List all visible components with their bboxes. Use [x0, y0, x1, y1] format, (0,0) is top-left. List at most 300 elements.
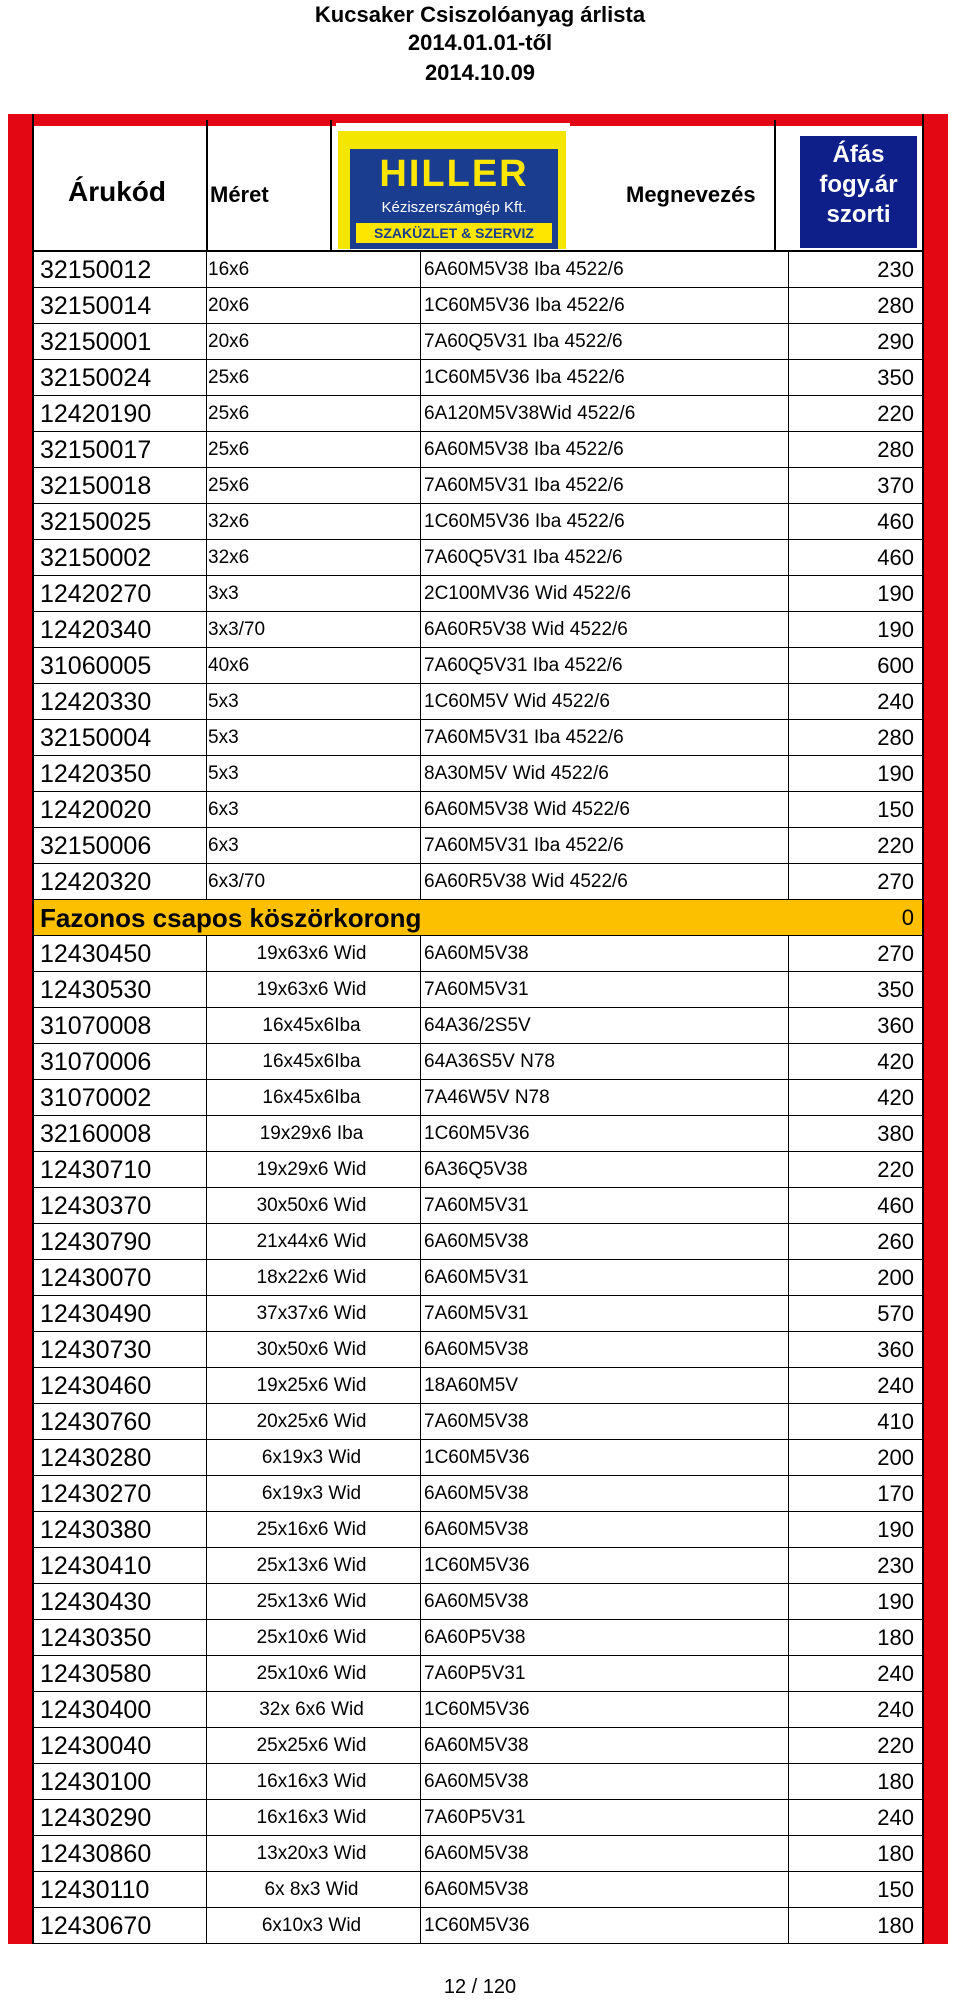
column-divider [788, 1224, 789, 1260]
column-divider [788, 756, 789, 792]
cell-code: 12430400 [40, 1696, 152, 1724]
column-divider [788, 828, 789, 864]
cell-price: 460 [877, 545, 914, 570]
column-divider [420, 1548, 421, 1584]
cell-price: 220 [877, 1157, 914, 1182]
cell-code: 31060005 [40, 652, 152, 680]
column-divider [788, 1512, 789, 1548]
column-divider [420, 1440, 421, 1476]
table-row [34, 720, 922, 756]
doc-date-from: 2014.01.01-től [407, 30, 553, 55]
cell-code: 12430760 [40, 1408, 152, 1436]
cell-price: 280 [877, 725, 914, 750]
cell-size: 5x3 [208, 727, 239, 748]
column-divider [206, 1908, 207, 1944]
cell-price: 230 [877, 257, 914, 282]
table-row [34, 1116, 922, 1152]
col-header-size: Méret [210, 182, 269, 207]
table-row [34, 684, 922, 720]
cell-name: 18A60M5V [424, 1375, 519, 1396]
cell-price: 180 [877, 1769, 914, 1794]
cell-name: 7A60M5V38 [424, 1411, 529, 1432]
cell-price: 190 [877, 617, 914, 642]
column-divider [420, 1764, 421, 1800]
cell-size: 3x3 [208, 583, 239, 604]
column-divider [788, 1656, 789, 1692]
table-row [34, 1188, 922, 1224]
column-divider [206, 468, 207, 504]
column-divider [788, 936, 789, 972]
doc-title: Kucsaker Csiszolóanyag árlista [314, 2, 646, 27]
cell-name: 6A60R5V38 Wid 4522/6 [424, 871, 628, 892]
cell-size: 25x10x6 Wid [256, 1663, 367, 1684]
cell-name: 6A60M5V38 [424, 1879, 529, 1900]
table-row [34, 1080, 922, 1116]
cell-price: 280 [877, 293, 914, 318]
column-divider [788, 1440, 789, 1476]
cell-name: 6A60M5V38 [424, 1771, 529, 1792]
column-divider [206, 504, 207, 540]
column-divider [206, 792, 207, 828]
column-divider [206, 828, 207, 864]
cell-size: 16x16x3 Wid [256, 1771, 367, 1792]
column-divider [420, 1368, 421, 1404]
column-divider [206, 720, 207, 756]
table-row [34, 468, 922, 504]
table-row [34, 1044, 922, 1080]
cell-size: 6x3 [208, 799, 239, 820]
cell-name: 1C60M5V36 [424, 1555, 530, 1576]
column-divider [788, 1872, 789, 1908]
cell-size: 30x50x6 Wid [256, 1195, 367, 1216]
column-divider [206, 1224, 207, 1260]
table-row [34, 864, 922, 900]
table-row [34, 828, 922, 864]
hiller-logo [336, 123, 570, 249]
section-title: Fazonos csapos köszörkorong [40, 903, 422, 933]
cell-name: 6A60M5V38 [424, 1483, 529, 1504]
cell-price: 570 [877, 1301, 914, 1326]
column-divider [420, 1512, 421, 1548]
table-row [34, 1296, 922, 1332]
cell-price: 350 [877, 365, 914, 390]
table-row [34, 1656, 922, 1692]
column-divider [420, 612, 421, 648]
cell-name: 7A60M5V31 [424, 1303, 529, 1324]
column-divider [420, 540, 421, 576]
price-table-body [34, 252, 922, 1944]
cell-size: 6x19x3 Wid [261, 1483, 362, 1504]
cell-name: 6A60M5V31 [424, 1267, 529, 1288]
cell-code: 12430450 [40, 940, 152, 968]
cell-price: 180 [877, 1913, 914, 1938]
cell-size: 5x3 [208, 691, 239, 712]
table-row [34, 972, 922, 1008]
column-divider [206, 252, 207, 288]
column-divider [206, 1476, 207, 1512]
cell-price: 240 [877, 1697, 914, 1722]
column-divider [206, 1008, 207, 1044]
cell-size: 13x20x3 Wid [256, 1843, 367, 1864]
table-row [34, 288, 922, 324]
cell-code: 12430860 [40, 1840, 152, 1868]
cell-code: 12430270 [40, 1480, 152, 1508]
cell-price: 360 [877, 1013, 914, 1038]
cell-code: 12420320 [40, 868, 152, 896]
column-divider [206, 360, 207, 396]
header-divider [330, 120, 332, 252]
cell-code: 12430290 [40, 1804, 152, 1832]
cell-price: 460 [877, 509, 914, 534]
cell-code: 12430040 [40, 1732, 152, 1760]
column-divider [420, 1872, 421, 1908]
cell-code: 31070002 [40, 1084, 152, 1112]
header-divider [774, 120, 776, 252]
cell-name: 6A60M5V38 [424, 943, 529, 964]
price-header-line1: Áfás [832, 141, 885, 168]
cell-price: 270 [877, 869, 914, 894]
header-divider [206, 120, 208, 252]
cell-code: 32150024 [40, 364, 152, 392]
cell-name: 6A60M5V38 [424, 1591, 529, 1612]
cell-code: 12430460 [40, 1372, 152, 1400]
table-row [34, 1908, 922, 1944]
cell-price: 200 [877, 1445, 914, 1470]
cell-code: 12430370 [40, 1192, 152, 1220]
cell-price: 190 [877, 581, 914, 606]
table-row [34, 324, 922, 360]
cell-size: 20x6 [208, 331, 250, 352]
cell-price: 240 [877, 1661, 914, 1686]
logo-subtitle: Kéziszerszámgép Kft. [381, 199, 527, 216]
column-divider [788, 1296, 789, 1332]
table-row [34, 504, 922, 540]
price-header-line3: szorti [826, 201, 891, 228]
column-divider [420, 1404, 421, 1440]
cell-price: 370 [877, 473, 914, 498]
cell-price: 220 [877, 833, 914, 858]
table-row [34, 1692, 922, 1728]
logo-tagline: SZAKÜZLET & SZERVIZ [356, 223, 552, 243]
doc-date: 2014.10.09 [424, 60, 536, 85]
cell-size: 16x45x6Iba [262, 1015, 361, 1036]
column-divider [420, 756, 421, 792]
column-divider [788, 1008, 789, 1044]
table-row [34, 1332, 922, 1368]
cell-name: 7A60M5V31 [424, 979, 529, 1000]
column-divider [206, 1404, 207, 1440]
cell-code: 12430410 [40, 1552, 152, 1580]
section-price: 0 [901, 905, 914, 930]
cell-code: 12430710 [40, 1156, 152, 1184]
table-row [34, 576, 922, 612]
cell-size: 19x63x6 Wid [256, 943, 367, 964]
column-divider [788, 504, 789, 540]
column-divider [420, 1296, 421, 1332]
cell-name: 1C60M5V36 [424, 1123, 530, 1144]
cell-size: 6x19x3 Wid [261, 1447, 362, 1468]
cell-price: 350 [877, 977, 914, 1002]
cell-code: 32150002 [40, 544, 152, 572]
cell-price: 420 [877, 1085, 914, 1110]
cell-name: 6A36Q5V38 [424, 1159, 528, 1180]
cell-code: 12420190 [40, 400, 152, 428]
column-divider [206, 972, 207, 1008]
column-divider [420, 1152, 421, 1188]
column-divider [788, 432, 789, 468]
column-divider [206, 1584, 207, 1620]
table-row [34, 1836, 922, 1872]
column-divider [420, 792, 421, 828]
table-row [34, 1260, 922, 1296]
column-divider [788, 1152, 789, 1188]
cell-price: 190 [877, 761, 914, 786]
column-divider [788, 1044, 789, 1080]
cell-size: 16x45x6Iba [262, 1087, 361, 1108]
cell-price: 380 [877, 1121, 914, 1146]
column-divider [206, 396, 207, 432]
column-divider [788, 612, 789, 648]
column-divider [420, 432, 421, 468]
cell-size: 6x3/70 [208, 871, 266, 892]
cell-code: 31070006 [40, 1048, 152, 1076]
column-divider [420, 936, 421, 972]
cell-price: 410 [877, 1409, 914, 1434]
cell-price: 170 [877, 1481, 914, 1506]
column-divider [206, 1872, 207, 1908]
table-row [34, 432, 922, 468]
cell-size: 19x63x6 Wid [256, 979, 367, 1000]
column-divider [206, 1512, 207, 1548]
column-divider [206, 648, 207, 684]
cell-size: 25x6 [208, 367, 250, 388]
cell-name: 6A60M5V38 [424, 1843, 529, 1864]
cell-size: 16x16x3 Wid [256, 1807, 367, 1828]
page-number: 12 / 120 [443, 1976, 517, 1998]
table-row [34, 1728, 922, 1764]
cell-code: 32150004 [40, 724, 152, 752]
column-divider [206, 288, 207, 324]
column-divider [420, 864, 421, 900]
cell-name: 7A46W5V N78 [424, 1087, 550, 1108]
cell-price: 220 [877, 401, 914, 426]
column-divider [788, 1836, 789, 1872]
column-divider [788, 1728, 789, 1764]
cell-size: 32x6 [208, 547, 250, 568]
column-divider [206, 684, 207, 720]
cell-price: 190 [877, 1589, 914, 1614]
cell-name: 6A60M5V38 [424, 1735, 529, 1756]
column-divider [788, 468, 789, 504]
cell-name: 1C60M5V36 Iba 4522/6 [424, 367, 625, 388]
column-divider [420, 1476, 421, 1512]
cell-price: 240 [877, 1373, 914, 1398]
cell-size: 6x3 [208, 835, 239, 856]
column-divider [420, 288, 421, 324]
cell-size: 30x50x6 Wid [256, 1339, 367, 1360]
column-divider [788, 1188, 789, 1224]
column-divider [788, 360, 789, 396]
cell-code: 12430100 [40, 1768, 152, 1796]
cell-code: 12430580 [40, 1660, 152, 1688]
logo-blue-panel [350, 149, 558, 249]
cell-code: 32150001 [40, 328, 152, 356]
column-divider [206, 576, 207, 612]
cell-code: 12430490 [40, 1300, 152, 1328]
cell-code: 32150014 [40, 292, 152, 320]
column-divider [420, 1116, 421, 1152]
table-row [34, 1476, 922, 1512]
column-divider [420, 1080, 421, 1116]
cell-name: 6A60P5V38 [424, 1627, 526, 1648]
cell-size: 6x10x3 Wid [261, 1915, 362, 1936]
column-divider [420, 1836, 421, 1872]
cell-size: 16x45x6Iba [262, 1051, 361, 1072]
cell-price: 150 [877, 1877, 914, 1902]
column-divider [788, 288, 789, 324]
table-row [34, 252, 922, 288]
cell-name: 64A36/2S5V [424, 1015, 531, 1036]
cell-code: 12420350 [40, 760, 152, 788]
cell-name: 1C60M5V36 Iba 4522/6 [424, 511, 625, 532]
cell-code: 12430430 [40, 1588, 152, 1616]
cell-code: 12430530 [40, 976, 152, 1004]
column-divider [788, 540, 789, 576]
cell-name: 7A60Q5V31 Iba 4522/6 [424, 331, 623, 352]
column-divider [788, 720, 789, 756]
cell-code: 32150017 [40, 436, 152, 464]
cell-code: 32150012 [40, 256, 152, 284]
column-divider [788, 972, 789, 1008]
column-divider [206, 432, 207, 468]
column-divider [206, 612, 207, 648]
column-divider [420, 684, 421, 720]
table-row [34, 1224, 922, 1260]
column-divider [206, 1044, 207, 1080]
column-divider [206, 1152, 207, 1188]
cell-name: 7A60P5V31 [424, 1807, 526, 1828]
column-divider [788, 1080, 789, 1116]
table-row [34, 1368, 922, 1404]
column-divider [206, 756, 207, 792]
cell-price: 150 [877, 797, 914, 822]
cell-name: 6A120M5V38Wid 4522/6 [424, 403, 636, 424]
cell-name: 2C100MV36 Wid 4522/6 [424, 583, 632, 604]
column-divider [420, 360, 421, 396]
column-divider [206, 864, 207, 900]
cell-code: 12430110 [40, 1876, 150, 1904]
cell-size: 25x10x6 Wid [256, 1627, 367, 1648]
column-divider [206, 1692, 207, 1728]
column-divider [206, 540, 207, 576]
column-divider [788, 1332, 789, 1368]
column-divider [420, 1224, 421, 1260]
table-row [34, 936, 922, 972]
cell-price: 270 [877, 941, 914, 966]
cell-size: 5x3 [208, 763, 239, 784]
cell-name: 7A60Q5V31 Iba 4522/6 [424, 547, 623, 568]
cell-code: 31070008 [40, 1012, 152, 1040]
column-divider [420, 1584, 421, 1620]
table-row [34, 360, 922, 396]
cell-code: 32160008 [40, 1120, 152, 1148]
column-divider [420, 324, 421, 360]
cell-price: 190 [877, 1517, 914, 1542]
cell-name: 1C60M5V36 [424, 1915, 530, 1936]
column-divider [420, 720, 421, 756]
column-divider [420, 828, 421, 864]
cell-code: 12420340 [40, 616, 152, 644]
cell-code: 12430670 [40, 1912, 152, 1940]
column-divider [788, 576, 789, 612]
column-divider [788, 396, 789, 432]
col-header-price [800, 136, 917, 248]
column-divider [788, 648, 789, 684]
section-row [34, 900, 922, 936]
cell-name: 6A60M5V38 Wid 4522/6 [424, 799, 630, 820]
cell-name: 8A30M5V Wid 4522/6 [424, 763, 609, 784]
column-divider [788, 1620, 789, 1656]
column-divider [206, 324, 207, 360]
cell-price: 290 [877, 329, 914, 354]
cell-size: 20x6 [208, 295, 250, 316]
column-divider [788, 1116, 789, 1152]
column-divider [788, 1548, 789, 1584]
table-row [34, 1764, 922, 1800]
col-header-name: Megnevezés [626, 182, 756, 207]
column-divider [788, 1800, 789, 1836]
cell-size: 25x6 [208, 439, 250, 460]
column-divider [420, 1656, 421, 1692]
cell-name: 64A36S5V N78 [424, 1051, 555, 1072]
cell-code: 12430070 [40, 1264, 152, 1292]
cell-code: 32150018 [40, 472, 152, 500]
table-row [34, 1440, 922, 1476]
cell-size: 25x13x6 Wid [256, 1591, 367, 1612]
column-divider [206, 1260, 207, 1296]
table-row [34, 1152, 922, 1188]
column-divider [420, 576, 421, 612]
table-row [34, 1872, 922, 1908]
column-divider [788, 1404, 789, 1440]
column-divider [206, 1440, 207, 1476]
cell-size: 32x 6x6 Wid [259, 1699, 364, 1720]
cell-code: 12430380 [40, 1516, 152, 1544]
table-row [34, 648, 922, 684]
cell-name: 6A60M5V38 Iba 4522/6 [424, 259, 624, 280]
cell-name: 7A60Q5V31 Iba 4522/6 [424, 655, 623, 676]
column-divider [420, 1800, 421, 1836]
cell-size: 40x6 [208, 655, 250, 676]
cell-price: 600 [877, 653, 914, 678]
column-divider [420, 1692, 421, 1728]
column-divider [420, 648, 421, 684]
cell-price: 220 [877, 1733, 914, 1758]
cell-size: 25x6 [208, 475, 250, 496]
column-divider [206, 1332, 207, 1368]
table-row [34, 792, 922, 828]
column-divider [788, 1584, 789, 1620]
column-divider [420, 468, 421, 504]
column-divider [420, 1332, 421, 1368]
column-divider [420, 504, 421, 540]
column-divider [420, 1728, 421, 1764]
cell-code: 12420270 [40, 580, 152, 608]
column-divider [420, 1260, 421, 1296]
column-divider [420, 972, 421, 1008]
cell-price: 230 [877, 1553, 914, 1578]
cell-name: 6A60R5V38 Wid 4522/6 [424, 619, 628, 640]
